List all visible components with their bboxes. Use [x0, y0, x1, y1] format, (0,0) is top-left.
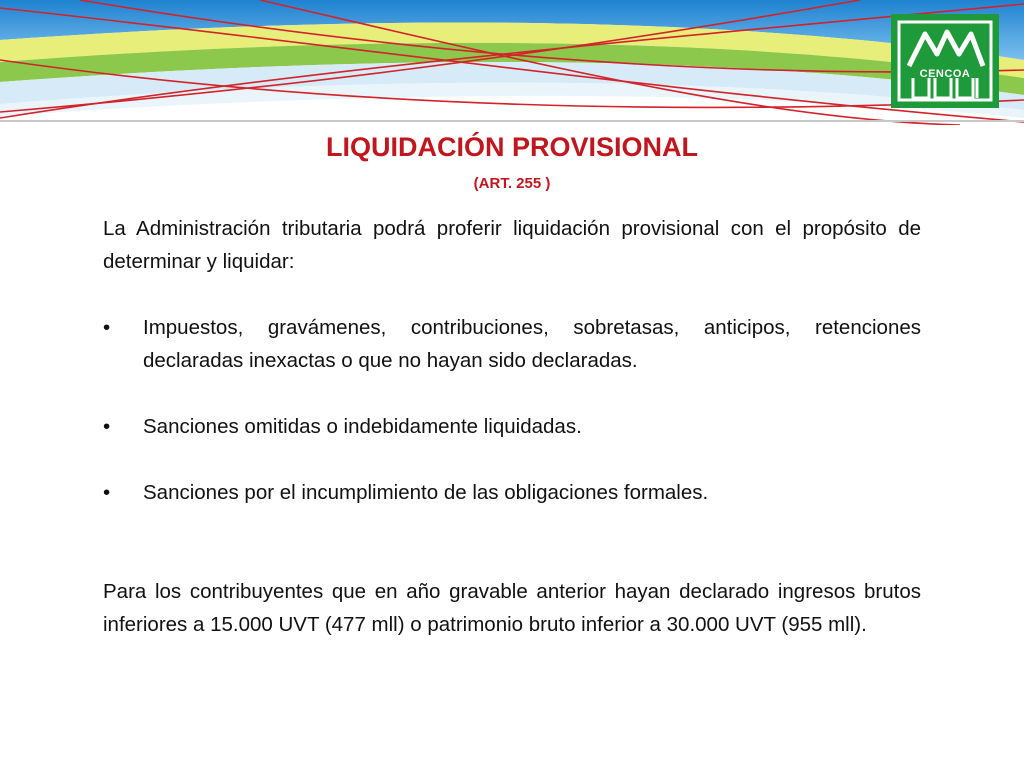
header-banner — [0, 0, 1024, 125]
slide-title: LIQUIDACIÓN PROVISIONAL — [325, 132, 698, 162]
list-item — [103, 311, 921, 377]
slide-body — [103, 212, 921, 641]
intro-paragraph: La Administración tributaria podrá proferir liquidación provisional con el propósito de determinar y liquidar: — [103, 217, 921, 273]
bullet-icon: • — [103, 481, 111, 504]
closing-paragraph: Para los contribuyentes que en año gravable anterior hayan declarado ingresos brutos inferiores a 15.000 UVT (477 mll) o patrimonio bruto inferior a 30.000 UVT (955 mll). — [103, 580, 921, 636]
cencoa-logo — [891, 14, 999, 108]
list-item — [103, 476, 921, 509]
bullet-text: Sanciones por el incumplimiento de las obligaciones formales. — [143, 481, 709, 504]
cencoa-logo-mark-icon — [891, 14, 999, 108]
logo-label: CENCOA — [919, 68, 971, 80]
bullet-list — [103, 311, 921, 509]
bullet-text: Impuestos, gravámenes, contribuciones, sobretasas, anticipos, retenciones declaradas inexactas o que no hayan sido declaradas. — [143, 316, 921, 372]
bullet-icon: • — [103, 415, 111, 438]
slide-subtitle: (ART. 255 ) — [473, 175, 551, 192]
bullet-text: Sanciones omitidas o indebidamente liquidadas. — [143, 415, 582, 438]
list-item — [103, 410, 921, 443]
bullet-icon: • — [103, 316, 111, 339]
